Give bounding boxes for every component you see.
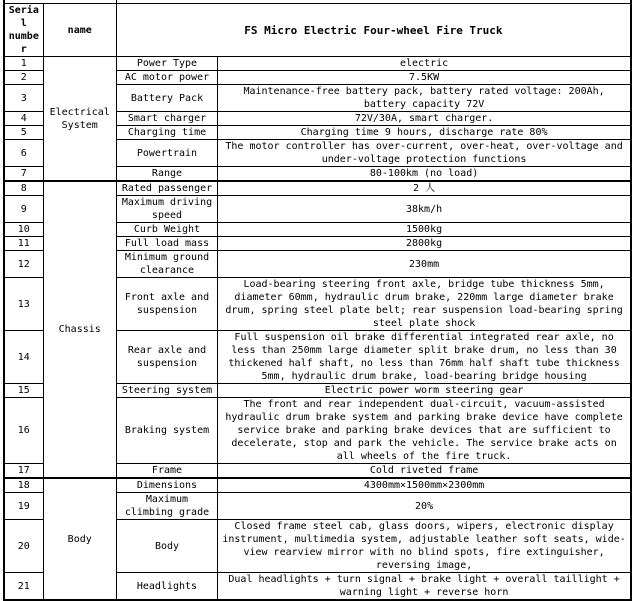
spec-value-cell: Load-bearing steering front axle, bridge tube thickness 5mm, diameter 60mm, hydraulic drum brake, 220mm large diameter brake drum, spring steel plate belt; rear suspension load-bearing spring steel plate shock <box>218 278 631 331</box>
table-row <box>4 57 631 71</box>
spec-item-cell: Braking system <box>116 398 217 464</box>
spec-value-cell: 1500kg <box>218 223 631 237</box>
spec-value-cell: Closed frame steel cab, glass doors, wipers, electronic display instrument, multimedia system, adjustable leather soft seats, wide-view rearview mirror with no blind spots, fire extinguisher, reversing image, <box>218 520 631 573</box>
spec-value-cell: 230mm <box>218 251 631 278</box>
serial-number-cell: 21 <box>4 573 43 601</box>
serial-number-cell: 13 <box>4 278 43 331</box>
spec-value-cell: Dual headlights + turn signal + brake light + overall taillight + warning light + reverse horn <box>218 573 631 601</box>
spec-item-cell: Headlights <box>116 573 217 601</box>
spec-value-cell: 2 人 <box>218 181 631 196</box>
spec-item-cell: Battery Pack <box>116 85 217 112</box>
spec-item-cell: AC motor power <box>116 71 217 85</box>
spec-value-cell: 4300mm×1500mm×2300mm <box>218 478 631 493</box>
serial-number-cell: 18 <box>4 478 43 493</box>
group-name-cell: Chassis <box>43 181 116 478</box>
spec-item-cell: Steering system <box>116 384 217 398</box>
serial-number-cell: 2 <box>4 71 43 85</box>
spec-value-cell: Charging time 9 hours, discharge rate 80% <box>218 126 631 140</box>
spec-value-cell: 72V/30A, smart charger. <box>218 112 631 126</box>
serial-number-cell: 14 <box>4 331 43 384</box>
spec-item-cell: Rear axle and suspension <box>116 331 217 384</box>
serial-number-cell: 11 <box>4 237 43 251</box>
spec-item-cell: Power Type <box>116 57 217 71</box>
serial-number-cell: 7 <box>4 167 43 182</box>
header-row <box>4 4 631 57</box>
serial-number-cell: 20 <box>4 520 43 573</box>
spec-table <box>3 0 632 601</box>
serial-number-cell: 8 <box>4 181 43 196</box>
table-row <box>4 181 631 196</box>
spec-value-cell: Maintenance-free battery pack, battery rated voltage: 200Ah, battery capacity 72V <box>218 85 631 112</box>
serial-number-cell: 5 <box>4 126 43 140</box>
spec-item-cell: Curb Weight <box>116 223 217 237</box>
table-row <box>4 478 631 493</box>
spec-item-cell: Front axle and suspension <box>116 278 217 331</box>
serial-number-cell: 10 <box>4 223 43 237</box>
spec-value-cell: The motor controller has over-current, over-heat, over-voltage and under-voltage protection functions <box>218 140 631 167</box>
spec-item-cell: Maximum driving speed <box>116 196 217 223</box>
spec-item-cell: Smart charger <box>116 112 217 126</box>
serial-number-cell: 19 <box>4 493 43 520</box>
spec-value-cell: electric <box>218 57 631 71</box>
spec-item-cell: Charging time <box>116 126 217 140</box>
serial-number-cell: 9 <box>4 196 43 223</box>
spec-item-cell: Frame <box>116 464 217 479</box>
serial-number-cell: 15 <box>4 384 43 398</box>
spec-item-cell: Maximum climbing grade <box>116 493 217 520</box>
serial-number-cell: 3 <box>4 85 43 112</box>
spec-value-cell: Electric power worm steering gear <box>218 384 631 398</box>
spec-item-cell: Dimensions <box>116 478 217 493</box>
spec-value-cell: Cold riveted frame <box>218 464 631 479</box>
table-title: FS Micro Electric Four-wheel Fire Truck <box>116 4 631 57</box>
spec-value-cell: 2800kg <box>218 237 631 251</box>
spec-value-cell: 7.5KW <box>218 71 631 85</box>
spec-value-cell: Full suspension oil brake differential integrated rear axle, no less than 250mm large diameter split brake drum, no less than 30 thickened half shaft, no less than 76mm half shaft tube thickness 5mm, hydraulic drum brake, load-bearing bridge housing <box>218 331 631 384</box>
spec-value-cell: 80-100km (no load) <box>218 167 631 182</box>
spec-value-cell: The front and rear independent dual-circuit, vacuum-assisted hydraulic drum brake system and parking brake device have complete service brake and parking brake devices that are sufficient to decelerate, stop and park the vehicle. The service brake acts on all wheels of the fire truck. <box>218 398 631 464</box>
spec-item-cell: Rated passenger <box>116 181 217 196</box>
serial-number-cell: 16 <box>4 398 43 464</box>
spec-item-cell: Minimum ground clearance <box>116 251 217 278</box>
group-name-cell: Electrical System <box>43 57 116 182</box>
serial-number-cell: 1 <box>4 57 43 71</box>
serial-number-cell: 4 <box>4 112 43 126</box>
serial-number-cell: 17 <box>4 464 43 479</box>
spec-item-cell: Body <box>116 520 217 573</box>
group-name-cell: Body <box>43 478 116 600</box>
spec-value-cell: 20% <box>218 493 631 520</box>
spec-item-cell: Powertrain <box>116 140 217 167</box>
spec-item-cell: Range <box>116 167 217 182</box>
serial-header: Serial number <box>4 4 43 57</box>
name-header: name <box>43 4 116 57</box>
spec-item-cell: Full load mass <box>116 237 217 251</box>
serial-number-cell: 12 <box>4 251 43 278</box>
spec-value-cell: 38km/h <box>218 196 631 223</box>
serial-number-cell: 6 <box>4 140 43 167</box>
